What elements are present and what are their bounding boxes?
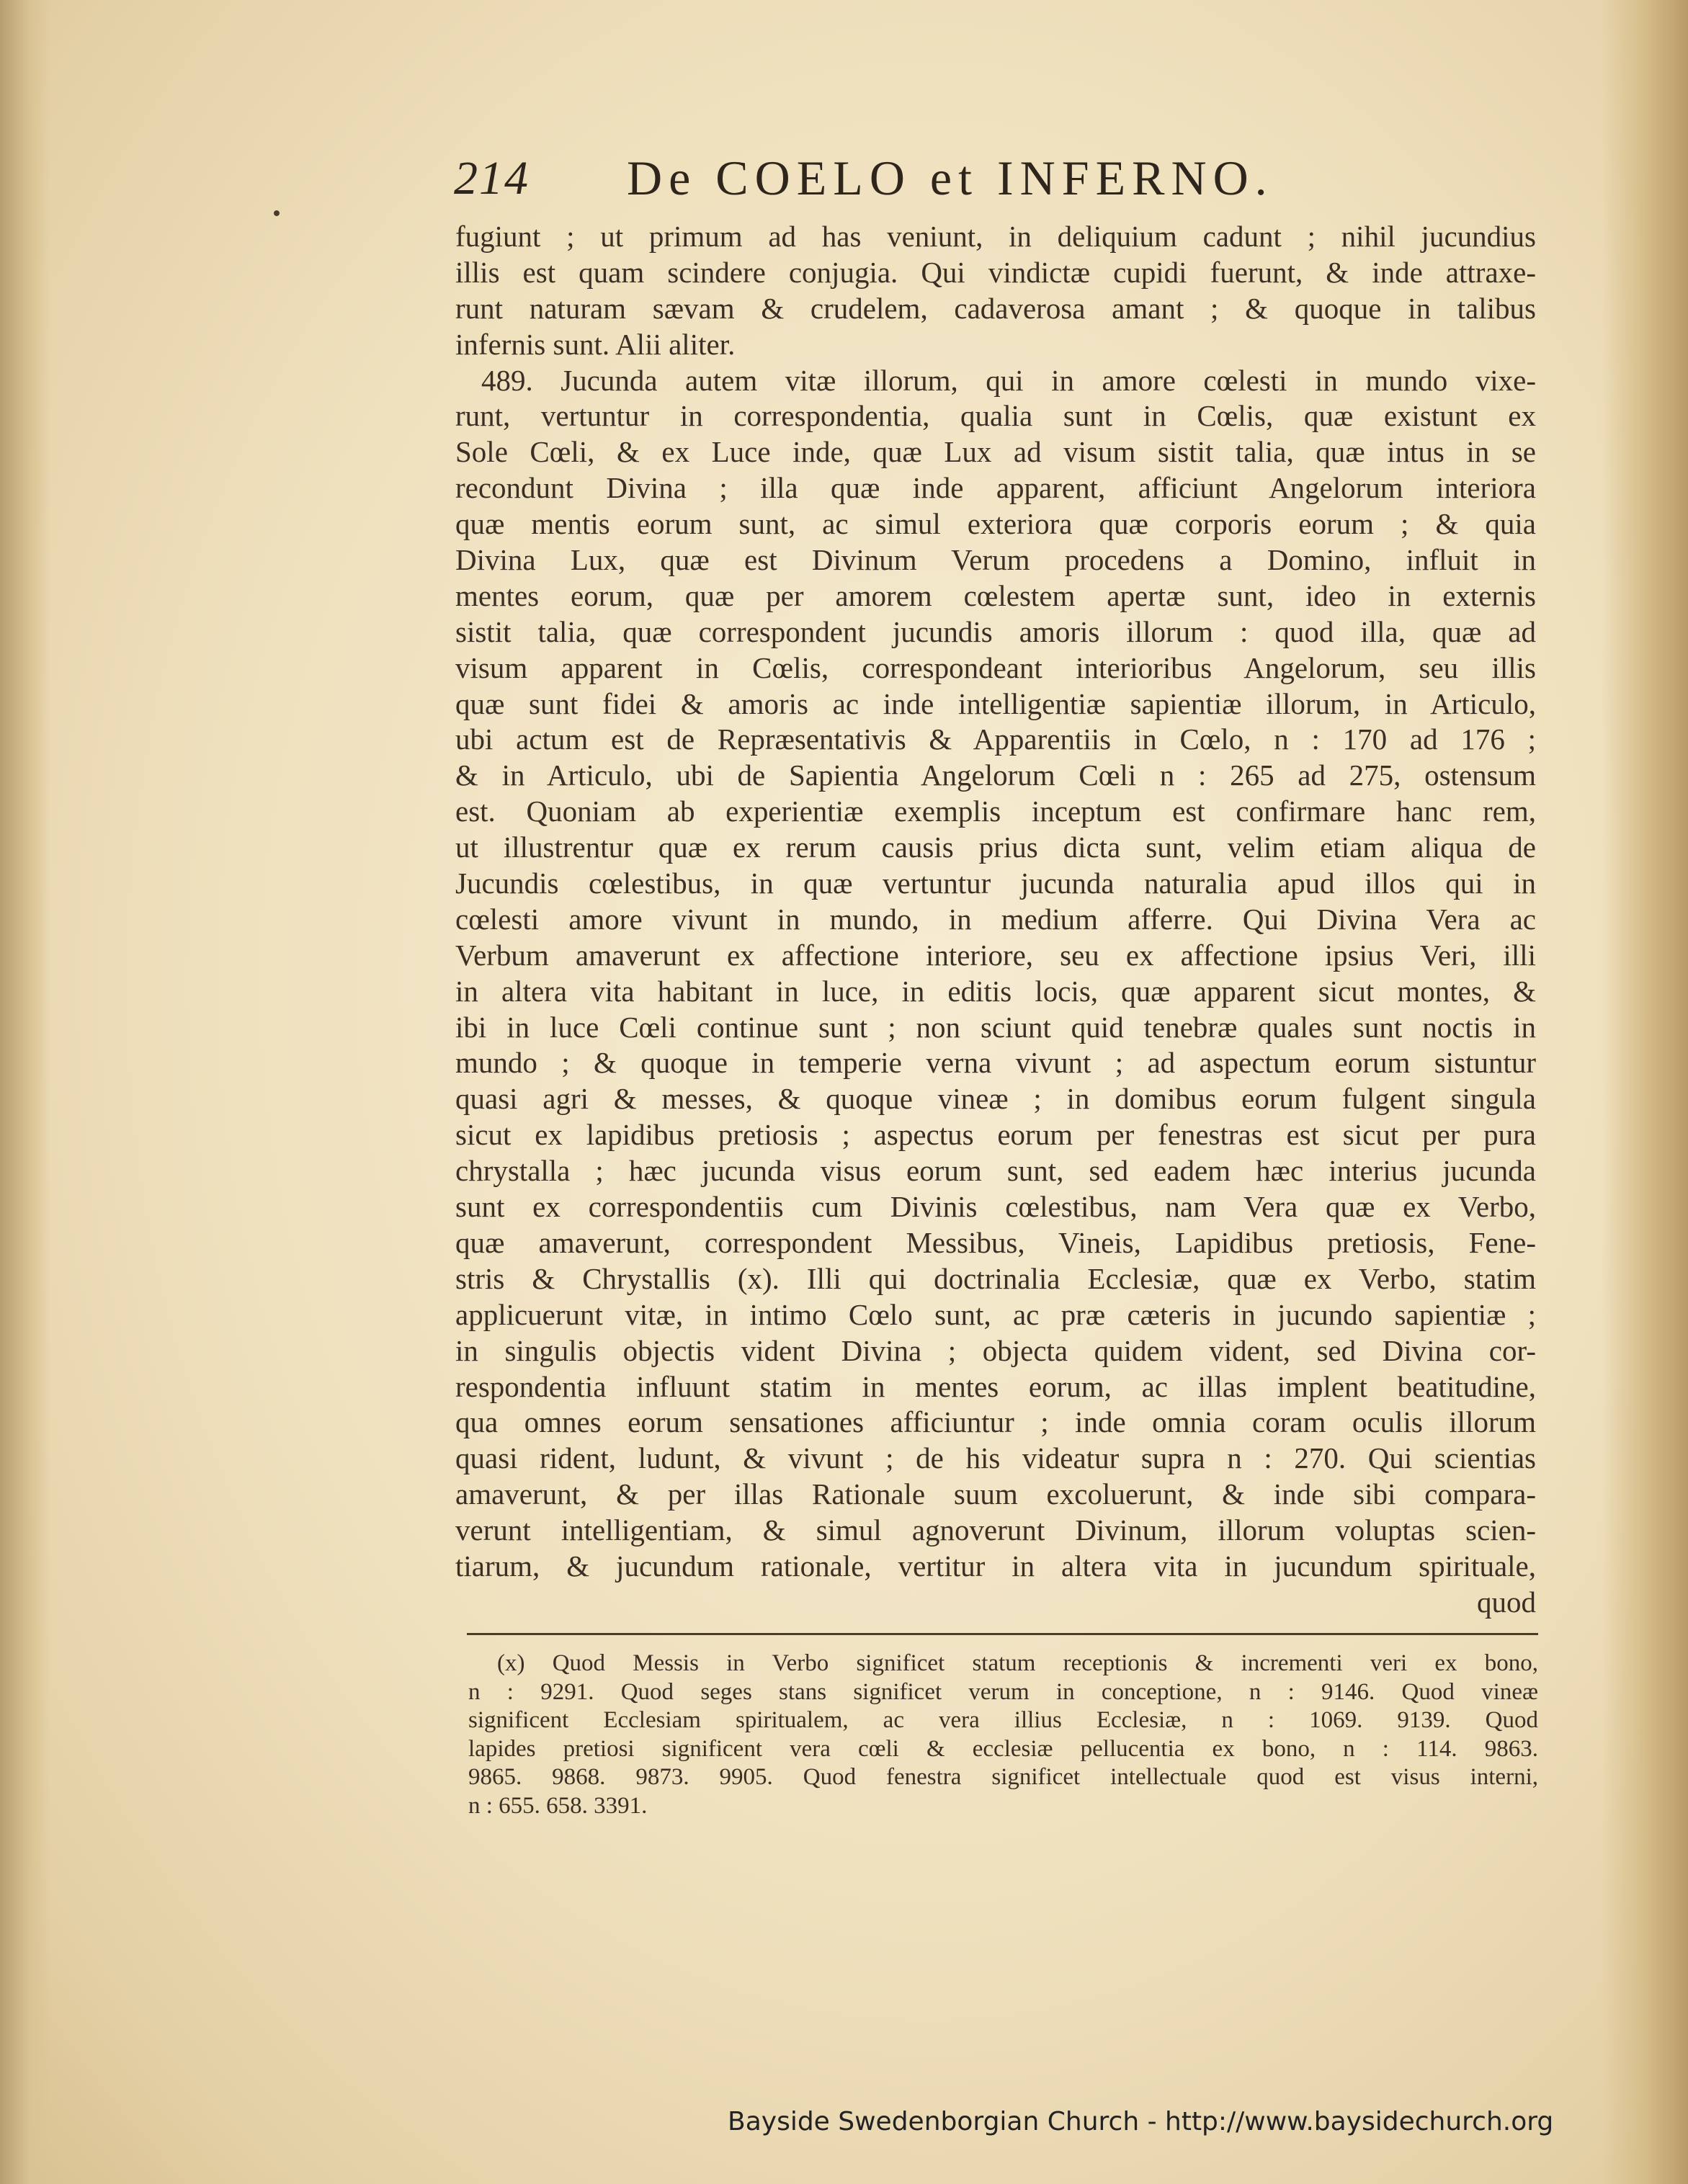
page-edge-shadow-right	[1602, 0, 1688, 2184]
text-line: infernis sunt. Alii aliter.	[455, 327, 736, 361]
text-line: sicut ex lapidibus pretiosis ; aspectus eorum per fenestras est sicut per pura	[455, 1118, 1536, 1152]
footnote-block	[468, 1650, 1538, 1820]
text-line: est. Quoniam ab experientiæ exemplis inceptum est confirmare hanc rem,	[455, 795, 1536, 828]
footnote-line: n : 655. 658. 3391.	[468, 1792, 648, 1819]
text-line: verunt intelligentiam, & simul agnoverunt Divinum, illorum voluptas scien-	[455, 1513, 1536, 1547]
text-line: in singulis objectis vident Divina ; objecta quidem vident, sed Divina cor-	[455, 1333, 1536, 1367]
footnote-line: (x) Quod Messis in Verbo significet statum receptionis & incrementi veri ex bono,	[497, 1650, 1538, 1676]
text-line: chrystalla ; hæc jucunda visus eorum sunt, sed eadem hæc interius jucunda	[455, 1154, 1536, 1188]
text-line: illis est quam scindere conjugia. Qui vindictæ cupidi fuerunt, & inde attraxe-	[455, 255, 1536, 289]
source-watermark: Bayside Swedenborgian Church - http://www.baysidechurch.org	[728, 2107, 1554, 2136]
text-line: & in Articulo, ubi de Sapientia Angelorum Cœli n : 265 ad 275, ostensum	[455, 758, 1536, 792]
text-line: Sole Cœli, & ex Luce inde, quæ Lux ad visum sistit talia, quæ intus in se	[455, 435, 1536, 469]
text-line: visum apparent in Cœlis, correspondeant interioribus Angelorum, seu illis	[455, 650, 1536, 684]
text-line: mentes eorum, quæ per amorem cœlestem apertæ sunt, ideo in externis	[455, 578, 1536, 612]
text-line: runt, vertuntur in correspondentia, qualia sunt in Cœlis, quæ existunt ex	[455, 399, 1536, 433]
main-text-block	[455, 219, 1536, 1621]
text-line: quæ mentis eorum sunt, ac simul exteriora quæ corporis eorum ; & quia	[455, 507, 1536, 541]
paragraph-489-start: 489. Jucunda autem vitæ illorum, qui in amore cœlesti in mundo vixe-	[481, 363, 1536, 397]
text-line: tiarum, & jucundum rationale, vertitur in altera vita in jucundum spirituale,	[455, 1549, 1536, 1583]
catchword: quod	[1477, 1585, 1536, 1619]
footnote-line: lapides pretiosi significent vera cœli & ecclesiæ pellucentia ex bono, n : 114. 9863.	[468, 1735, 1538, 1762]
ink-speck	[274, 210, 280, 216]
text-line: Verbum amaverunt ex affectione interiore, seu ex affectione ipsius Veri, illi	[455, 938, 1536, 972]
text-line: quasi agri & messes, & quoque vineæ ; in domibus eorum fulgent singula	[455, 1082, 1536, 1116]
text-line: respondentia influunt statim in mentes eorum, ac illas implent beatitudine,	[455, 1369, 1536, 1403]
text-line: stris & Chrystallis (x). Illi qui doctrinalia Ecclesiæ, quæ ex Verbo, statim	[455, 1261, 1536, 1295]
text-line: sistit talia, quæ correspondent jucundis amoris illorum : quod illa, quæ ad	[455, 614, 1536, 648]
text-line: Divina Lux, quæ est Divinum Verum procedens a Domino, influit in	[455, 543, 1536, 577]
footnote-line: n : 9291. Quod seges stans significet verum in conceptione, n : 9146. Quod vineæ	[468, 1678, 1538, 1705]
text-line: applicuerunt vitæ, in intimo Cœlo sunt, ac præ cæteris in jucundo sapientiæ ;	[455, 1297, 1536, 1331]
text-line: ibi in luce Cœli continue sunt ; non sciunt quid tenebræ quales sunt noctis in	[455, 1010, 1536, 1044]
text-line: cœlesti amore vivunt in mundo, in medium afferre. Qui Divina Vera ac	[455, 902, 1536, 936]
footnote-line: 9865. 9868. 9873. 9905. Quod fenestra significet intellectuale quod est visus interni,	[468, 1764, 1538, 1790]
text-line: qua omnes eorum sensationes afficiuntur ; inde omnia coram oculis illorum	[455, 1405, 1536, 1439]
text-line: quasi rident, ludunt, & vivunt ; de his videatur supra n : 270. Qui scientias	[455, 1441, 1536, 1475]
page-number: 214	[454, 152, 530, 205]
text-line: quæ amaverunt, correspondent Messibus, Vineis, Lapidibus pretiosis, Fene-	[455, 1225, 1536, 1259]
text-line: sunt ex correspondentiis cum Divinis cœlestibus, nam Vera quæ ex Verbo,	[455, 1190, 1536, 1224]
text-line: recondunt Divina ; illa quæ inde apparent, afficiunt Angelorum interiora	[455, 471, 1536, 505]
text-line: runt naturam sævam & crudelem, cadaverosa amant ; & quoque in talibus	[455, 291, 1536, 325]
page-header	[454, 144, 1542, 209]
text-line: quæ sunt fidei & amoris ac inde intelligentiæ sapientiæ illorum, in Articulo,	[455, 686, 1536, 720]
text-line: ut illustrentur quæ ex rerum causis prius dicta sunt, velim etiam aliqua de	[455, 831, 1536, 864]
footnote-separator-rule	[467, 1633, 1538, 1635]
text-line: mundo ; & quoque in temperie verna vivunt ; ad aspectum eorum sistuntur	[455, 1046, 1536, 1080]
footnote-line: significent Ecclesiam spiritualem, ac vera illius Ecclesiæ, n : 1069. 9139. Quod	[468, 1707, 1538, 1733]
page-edge-shadow-left	[0, 0, 50, 2184]
text-line: amaverunt, & per illas Rationale suum excoluerunt, & inde sibi compara-	[455, 1477, 1536, 1511]
text-line: ubi actum est de Repræsentativis & Apparentiis in Cœlo, n : 170 ad 176 ;	[455, 722, 1536, 756]
running-title: De COELO et INFERNO.	[627, 151, 1274, 205]
text-line: in altera vita habitant in luce, in editis locis, quæ apparent sicut montes, &	[455, 974, 1536, 1008]
text-line: fugiunt ; ut primum ad has veniunt, in deliquium cadunt ; nihil jucundius	[455, 220, 1536, 253]
text-line: Jucundis cœlestibus, in quæ vertuntur jucunda naturalia apud illos qui in	[455, 867, 1536, 900]
